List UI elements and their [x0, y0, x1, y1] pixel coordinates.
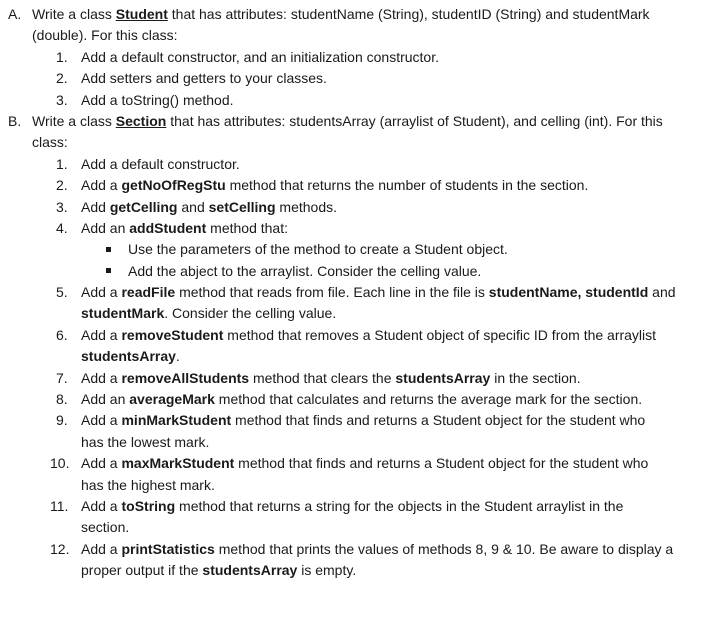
- text-run: method that returns a string for the objects in the Student arraylist in the: [175, 497, 624, 514]
- list-item: [0, 453, 722, 474]
- text-run: and: [177, 198, 209, 215]
- list-number: 7.: [56, 369, 68, 386]
- text-run: method that returns the number of students in the section.: [225, 177, 589, 194]
- list-item-text: Add a toString() method.: [81, 91, 234, 108]
- class-name-section: Section: [115, 112, 167, 129]
- text-run: Write a class: [32, 6, 116, 22]
- section-a-marker: A.: [8, 6, 22, 22]
- square-bullet-icon: [106, 239, 111, 260]
- list-item: [0, 197, 722, 218]
- text-run: method that reads from file. Each line in the file is: [175, 284, 489, 301]
- list-item: [0, 389, 722, 410]
- method-name: removeAllStudents: [121, 369, 250, 386]
- list-item: [0, 175, 722, 196]
- list-number: 3.: [56, 198, 68, 215]
- section-a-line-1: [0, 4, 722, 25]
- text-run: section.: [81, 519, 130, 536]
- assignment-text: [0, 4, 722, 582]
- text-run: in the section.: [490, 369, 581, 386]
- text-run: method that removes a Student object of specific ID from the arraylist: [223, 326, 657, 343]
- text-run: method that finds and returns a Student object for the student who: [231, 412, 646, 429]
- list-item-continuation: [0, 346, 722, 367]
- list-item: [0, 410, 722, 431]
- list-item-text: Add a default constructor.: [81, 155, 240, 172]
- bullet-item: [0, 239, 722, 260]
- text-run: method that:: [206, 219, 288, 236]
- method-name: setCelling: [208, 198, 276, 215]
- method-name: addStudent: [129, 219, 207, 236]
- list-item-continuation: [0, 475, 722, 496]
- section-b-line-2: [0, 132, 722, 153]
- method-name: maxMarkStudent: [121, 455, 235, 472]
- list-item-continuation: [0, 560, 722, 581]
- method-name: toString: [121, 497, 176, 514]
- list-number: 2.: [56, 70, 68, 87]
- text-run: Add a: [81, 455, 122, 472]
- list-number: 8.: [56, 391, 68, 408]
- method-name: getNoOfRegStu: [121, 177, 226, 194]
- text-run: method that finds and returns a Student object for the student who: [234, 455, 649, 472]
- text-run: and: [648, 284, 676, 301]
- list-number: 1.: [56, 155, 68, 172]
- text-run: (double). For this class:: [32, 27, 178, 44]
- text-run: Add: [81, 198, 110, 215]
- text-run: Add a: [81, 326, 122, 343]
- square-bullet-icon: [106, 261, 111, 282]
- text-run: has the highest mark.: [81, 476, 215, 493]
- list-item: [0, 539, 722, 560]
- method-name: readFile: [121, 284, 176, 301]
- list-item: [0, 496, 722, 517]
- list-item-text: Add a default constructor, and an initialization constructor.: [81, 48, 439, 65]
- text-run: Add a: [81, 497, 122, 514]
- text-run: Write a class: [32, 112, 116, 129]
- list-number: 2.: [56, 177, 68, 194]
- list-item: [0, 90, 722, 111]
- list-number: 5.: [56, 284, 68, 301]
- bullet-text: Add the abject to the arraylist. Consider the celling value.: [128, 262, 482, 279]
- text-run: Add an: [81, 391, 130, 408]
- list-item-continuation: [0, 432, 722, 453]
- list-item: [0, 218, 722, 239]
- list-number: 4.: [56, 219, 68, 236]
- text-run: Add a: [81, 412, 122, 429]
- text-run: method that calculates and returns the average mark for the section.: [214, 391, 643, 408]
- list-item-continuation: [0, 303, 722, 324]
- list-number: 3.: [56, 91, 68, 108]
- list-number: 1.: [56, 48, 68, 65]
- field-name: studentsArray: [81, 348, 176, 365]
- text-run: Add a: [81, 177, 122, 194]
- text-run: method that clears the: [249, 369, 396, 386]
- method-name: getCelling: [109, 198, 178, 215]
- list-item: [0, 368, 722, 389]
- list-item: [0, 282, 722, 303]
- field-name: studentsArray: [395, 369, 491, 386]
- text-run: class:: [32, 134, 68, 151]
- method-name: printStatistics: [121, 540, 215, 557]
- field-name: studentMark: [81, 305, 165, 322]
- field-name: studentsArray: [202, 562, 298, 579]
- list-number: 11.: [50, 497, 69, 514]
- list-number: 10.: [50, 455, 70, 472]
- method-name: averageMark: [129, 391, 215, 408]
- list-item: [0, 68, 722, 89]
- bullet-text: Use the parameters of the method to create a Student object.: [128, 241, 508, 258]
- class-name-student: Student: [115, 6, 168, 22]
- bullet-item: [0, 261, 722, 282]
- method-name: removeStudent: [121, 326, 224, 343]
- list-item: [0, 325, 722, 346]
- text-run: Add a: [81, 284, 122, 301]
- list-item: [0, 154, 722, 175]
- text-run: Add a: [81, 540, 122, 557]
- list-item-continuation: [0, 517, 722, 538]
- text-run: has the lowest mark.: [81, 433, 210, 450]
- text-run: that has attributes: studentsArray (arraylist of Student), and celling (int). For this: [166, 112, 663, 129]
- text-run: .: [175, 348, 180, 365]
- list-item: [0, 47, 722, 68]
- text-run: methods.: [275, 198, 338, 215]
- text-run: is empty.: [297, 562, 357, 579]
- text-run: . Consider the celling value.: [164, 305, 337, 322]
- text-run: that has attributes: studentName (String), studentID (String) and studentMark: [167, 6, 650, 22]
- text-run: proper output if the: [81, 562, 203, 579]
- field-names: studentName, studentId: [488, 284, 649, 301]
- list-number: 6.: [56, 326, 68, 343]
- text-run: Add a: [81, 369, 122, 386]
- section-b-marker: B.: [8, 112, 22, 129]
- method-name: minMarkStudent: [121, 412, 232, 429]
- list-number: 9.: [56, 412, 68, 429]
- text-run: Add an: [81, 219, 130, 236]
- list-number: 12.: [50, 540, 70, 557]
- text-run: method that prints the values of methods 8, 9 & 10. Be aware to display a: [214, 540, 674, 557]
- section-b-line-1: [0, 111, 722, 132]
- list-item-text: Add setters and getters to your classes.: [81, 70, 327, 87]
- section-a-line-2: [0, 25, 722, 46]
